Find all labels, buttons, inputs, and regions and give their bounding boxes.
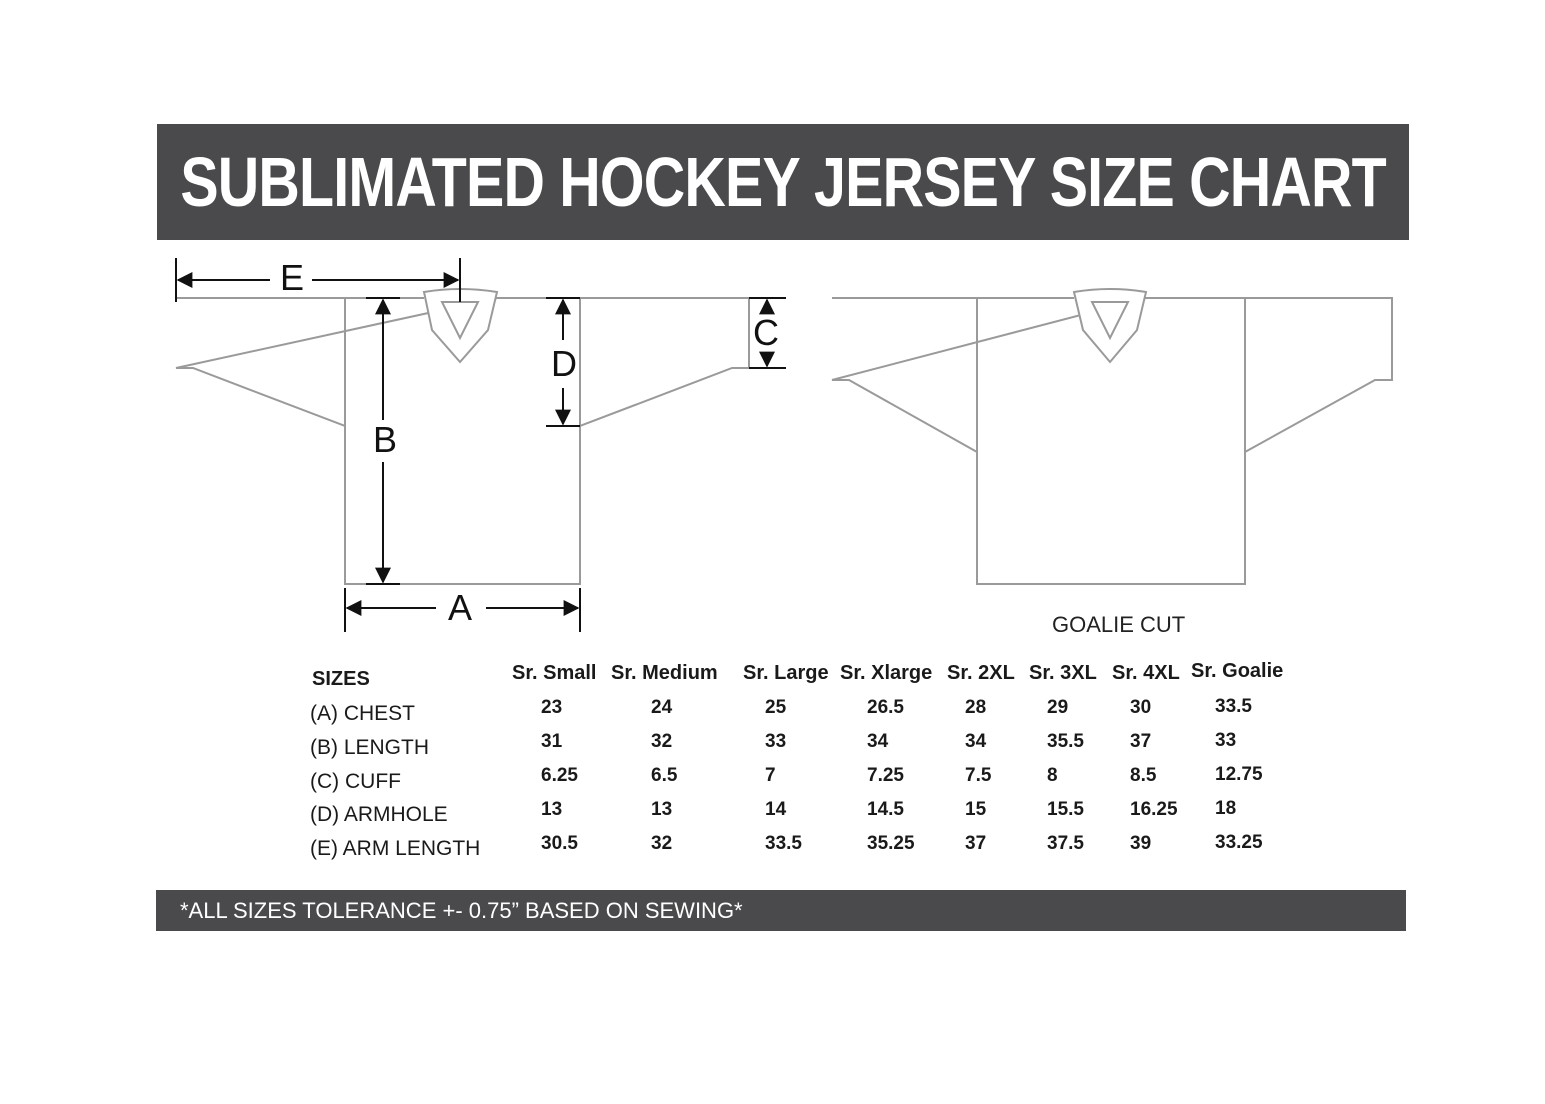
row-label: (C) CUFF <box>310 770 401 793</box>
column-header: Sr. Goalie <box>1191 660 1284 682</box>
table-cell: 33.25 <box>1215 832 1263 853</box>
table-cell: 24 <box>651 697 673 718</box>
table-cell: 18 <box>1215 798 1237 819</box>
table-cell: 37 <box>1130 731 1152 752</box>
column-header: Sr. Xlarge <box>840 662 933 684</box>
table-cell: 8.5 <box>1130 765 1157 786</box>
table-cell: 13 <box>541 799 563 820</box>
table-cell: 15 <box>965 799 987 820</box>
column-header: Sr. 3XL <box>1029 662 1097 684</box>
table-cell: 28 <box>965 697 987 718</box>
row-label: (D) ARMHOLE <box>310 803 448 826</box>
table-cell: 33.5 <box>1215 696 1252 717</box>
dimension-label-d: D <box>551 343 577 384</box>
table-cell: 7 <box>765 765 776 786</box>
table-cell: 34 <box>965 731 987 752</box>
table-cell: 16.25 <box>1130 799 1178 820</box>
table-cell: 31 <box>541 731 563 752</box>
table-cell: 14 <box>765 799 787 820</box>
table-cell: 33.5 <box>765 833 802 854</box>
row-label: (E) ARM LENGTH <box>310 837 481 860</box>
page-title: SUBLIMATED HOCKEY JERSEY SIZE CHART <box>180 143 1386 221</box>
table-cell: 39 <box>1130 833 1152 854</box>
table-cell: 32 <box>651 833 673 854</box>
table-cell: 32 <box>651 731 673 752</box>
column-header: Sr. 4XL <box>1112 662 1180 684</box>
dimension-label-c: C <box>753 312 779 353</box>
sizes-header: SIZES <box>312 668 370 690</box>
table-cell: 6.5 <box>651 765 678 786</box>
column-header: Sr. 2XL <box>947 662 1015 684</box>
table-cell: 6.25 <box>541 765 578 786</box>
tolerance-banner <box>156 890 1406 931</box>
table-cell: 35.25 <box>867 833 915 854</box>
table-cell: 23 <box>541 697 563 718</box>
table-cell: 13 <box>651 799 673 820</box>
row-label: (B) LENGTH <box>310 736 430 759</box>
table-cell: 26.5 <box>867 697 904 718</box>
tolerance-note: *ALL SIZES TOLERANCE +- 0.75” BASED ON SEWING* <box>180 897 743 923</box>
dimension-label-b: B <box>373 419 398 460</box>
dimension-label-a: A <box>448 587 473 628</box>
table-cell: 7.5 <box>965 765 992 786</box>
dimension-label-e: E <box>280 257 305 298</box>
column-header: Sr. Large <box>743 662 829 684</box>
column-header: Sr. Medium <box>611 662 718 684</box>
table-cell: 14.5 <box>867 799 904 820</box>
table-cell: 37.5 <box>1047 833 1084 854</box>
table-cell: 7.25 <box>867 765 904 786</box>
table-cell: 34 <box>867 731 889 752</box>
table-cell: 33 <box>1215 730 1237 751</box>
table-cell: 25 <box>765 697 787 718</box>
column-header: Sr. Small <box>512 662 597 684</box>
table-cell: 15.5 <box>1047 799 1084 820</box>
table-cell: 30 <box>1130 697 1152 718</box>
row-label: (A) CHEST <box>310 702 415 725</box>
table-cell: 30.5 <box>541 833 578 854</box>
table-cell: 33 <box>765 731 787 752</box>
table-cell: 37 <box>965 833 987 854</box>
table-cell: 29 <box>1047 697 1069 718</box>
table-cell: 12.75 <box>1215 764 1263 785</box>
table-cell: 8 <box>1047 765 1058 786</box>
goalie-cut-caption: GOALIE CUT <box>1052 612 1186 637</box>
table-cell: 35.5 <box>1047 731 1084 752</box>
